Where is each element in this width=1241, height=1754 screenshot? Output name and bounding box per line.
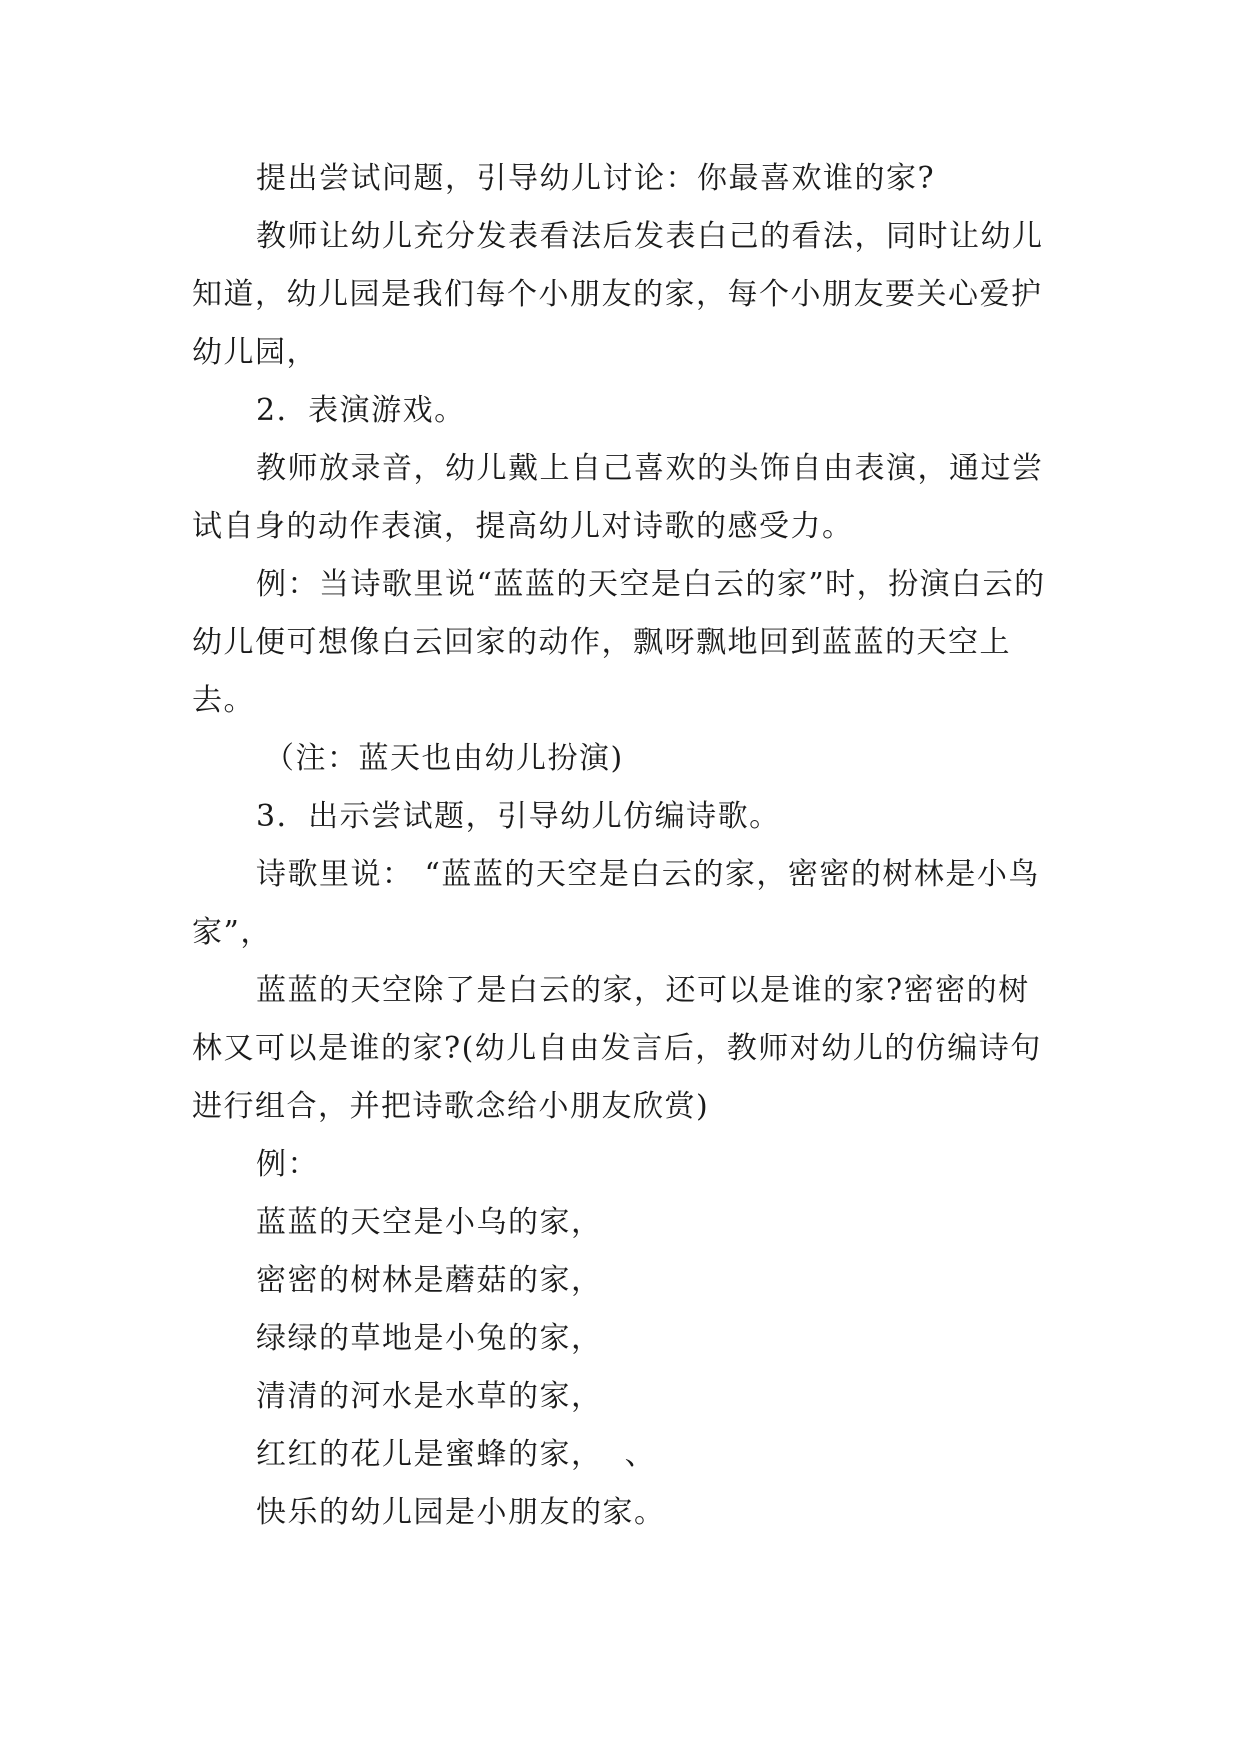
- paragraph-recording: 教师放录音，幼儿戴上自己喜欢的头饰自由表演，通过尝试自身的动作表演，提高幼儿对诗歌的感受力。: [192, 451, 1044, 544]
- poem-line: 绿绿的草地是小兔的家，: [256, 1321, 603, 1356]
- paragraph-teacher-view: 教师让幼儿充分发表看法后发表白己的看法，同时让幼儿知道，幼儿园是我们每个小朋友的家，每个小朋友要关心爱护幼儿园，: [192, 219, 1044, 370]
- poem-line: 红红的花儿是蜜蜂的家， 、: [256, 1437, 657, 1472]
- paragraph-question: 提出尝试问题，引导幼儿讨论：你最喜欢谁的家?: [256, 161, 936, 196]
- poem-line: 快乐的幼儿园是小朋友的家。: [256, 1495, 666, 1530]
- paragraph-discussion: 蓝蓝的天空除了是白云的家，还可以是谁的家?密密的树林又可以是谁的家?(幼儿自由发言后，教师对幼儿的仿编诗句进行组合，并把诗歌念给小朋友欣赏): [192, 973, 1042, 1124]
- poem-line: 清清的河水是水草的家，: [256, 1379, 603, 1414]
- poem-line: 密密的树林是蘑菇的家，: [256, 1263, 603, 1298]
- paragraph-example-label: 例：: [256, 1147, 319, 1182]
- paragraph-note: （注：蓝天也由幼儿扮演): [264, 741, 624, 776]
- poem-block: [192, 1194, 1052, 1542]
- poem-line: 蓝蓝的天空是小乌的家，: [256, 1205, 603, 1240]
- paragraph-example-cloud: 例：当诗歌里说“蓝蓝的天空是白云的家”时，扮演白云的幼儿便可想像白云回家的动作，飘呀飘地回到蓝蓝的天空上去。: [192, 567, 1046, 718]
- section-heading-performance-game: 2．表演游戏。: [256, 393, 466, 428]
- document-body: [192, 150, 1052, 1542]
- paragraph-poem-quote: 诗歌里说： “蓝蓝的天空是白云的家，密密的树林是小鸟家”，: [192, 857, 1040, 950]
- section-heading-imitate-poem: 3．出示尝试题，引导幼儿仿编诗歌。: [256, 799, 781, 834]
